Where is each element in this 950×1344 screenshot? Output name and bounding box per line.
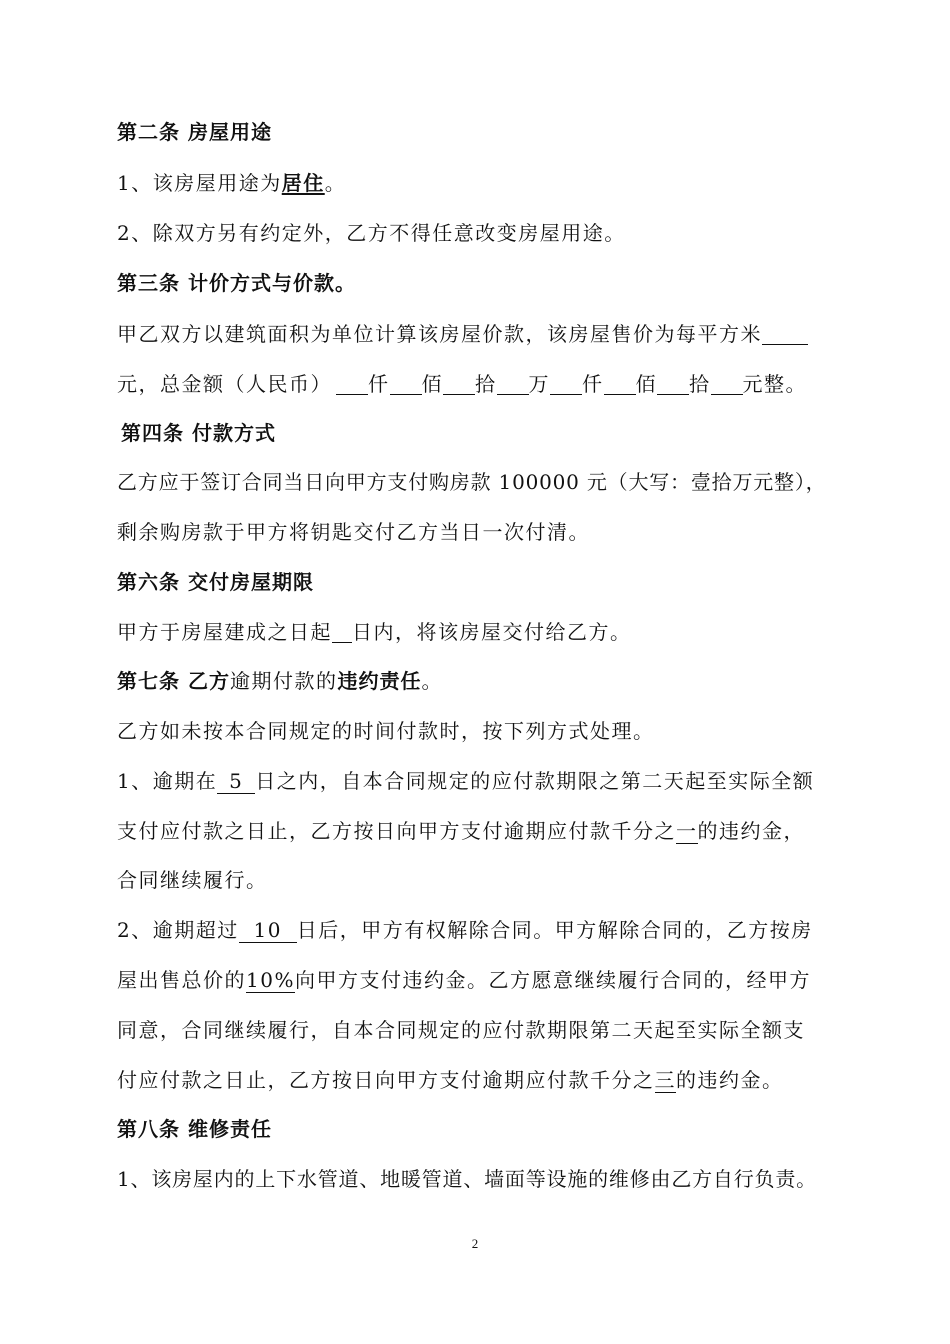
article-4-line-2: 剩余购房款于甲方将钥匙交付乙方当日一次付清。 — [117, 520, 590, 544]
article-6-title: 第六条 交付房屋期限 — [117, 570, 314, 594]
article-8-clause-1: 1、该房屋内的上下水管道、地暖管道、墙面等设施的维修由乙方自行负责。 — [117, 1167, 817, 1191]
rate-value-1: 一 — [676, 819, 698, 843]
article-2-title: 第二条 房屋用途 — [117, 120, 272, 144]
article-2-clause-2: 2、除双方另有约定外，乙方不得任意改变房屋用途。 — [117, 221, 626, 245]
penalty-percent: 10% — [246, 968, 295, 992]
usage-value: 居住 — [281, 171, 325, 195]
article-7-clause-1-line-3: 合同继续履行。 — [117, 868, 268, 892]
price-blank — [762, 322, 808, 345]
article-8-title: 第八条 维修责任 — [117, 1117, 272, 1141]
article-2-clause-1: 1、该房屋用途为居住。 — [117, 171, 347, 195]
article-3-line-2: 元，总金额（人民币） 仟 佰 拾 万 仟 佰 拾 元整。 — [117, 372, 807, 396]
article-7-intro: 乙方如未按本合同规定的时间付款时，按下列方式处理。 — [117, 719, 655, 743]
article-3-line-1: 甲乙双方以建筑面积为单位计算该房屋价款，该房屋售价为每平方米 — [117, 320, 808, 348]
article-7-title: 第七条 乙方逾期付款的违约责任。 — [117, 669, 443, 693]
article-7-clause-2-line-4: 付应付款之日止，乙方按日向甲方支付逾期应付款千分之三的违约金。 — [117, 1068, 784, 1092]
article-4-title: 第四条 付款方式 — [121, 421, 276, 445]
days-value-10: 10 — [239, 918, 297, 943]
article-6-line-1: 甲方于房屋建成之日起 日内，将该房屋交付给乙方。 — [117, 620, 632, 644]
article-7-clause-1-line-1: 1、逾期在 5 日之内，自本合同规定的应付款期限之第二天起至实际全额 — [117, 769, 815, 793]
article-3-title: 第三条 计价方式与价款。 — [117, 271, 356, 295]
article-4-line-1: 乙方应于签订合同当日向甲方支付购房款 100000 元（大写：壹拾万元整）， — [117, 470, 827, 494]
article-7-clause-2-line-3: 同意，合同继续履行，自本合同规定的应付款期限第二天起至实际全额支 — [117, 1018, 805, 1042]
article-7-clause-2-line-2: 屋出售总价的10%向甲方支付违约金。乙方愿意继续履行合同的，经甲方 — [117, 968, 811, 992]
article-7-clause-1-line-2: 支付应付款之日止，乙方按日向甲方支付逾期应付款千分之一的违约金， — [117, 819, 805, 843]
days-value-5: 5 — [217, 769, 255, 794]
page-number: 2 — [471, 1236, 479, 1251]
article-7-clause-2-line-1: 2、逾期超过 10 日后，甲方有权解除合同。甲方解除合同的，乙方按房 — [117, 918, 813, 942]
rate-value-3: 三 — [654, 1068, 676, 1092]
